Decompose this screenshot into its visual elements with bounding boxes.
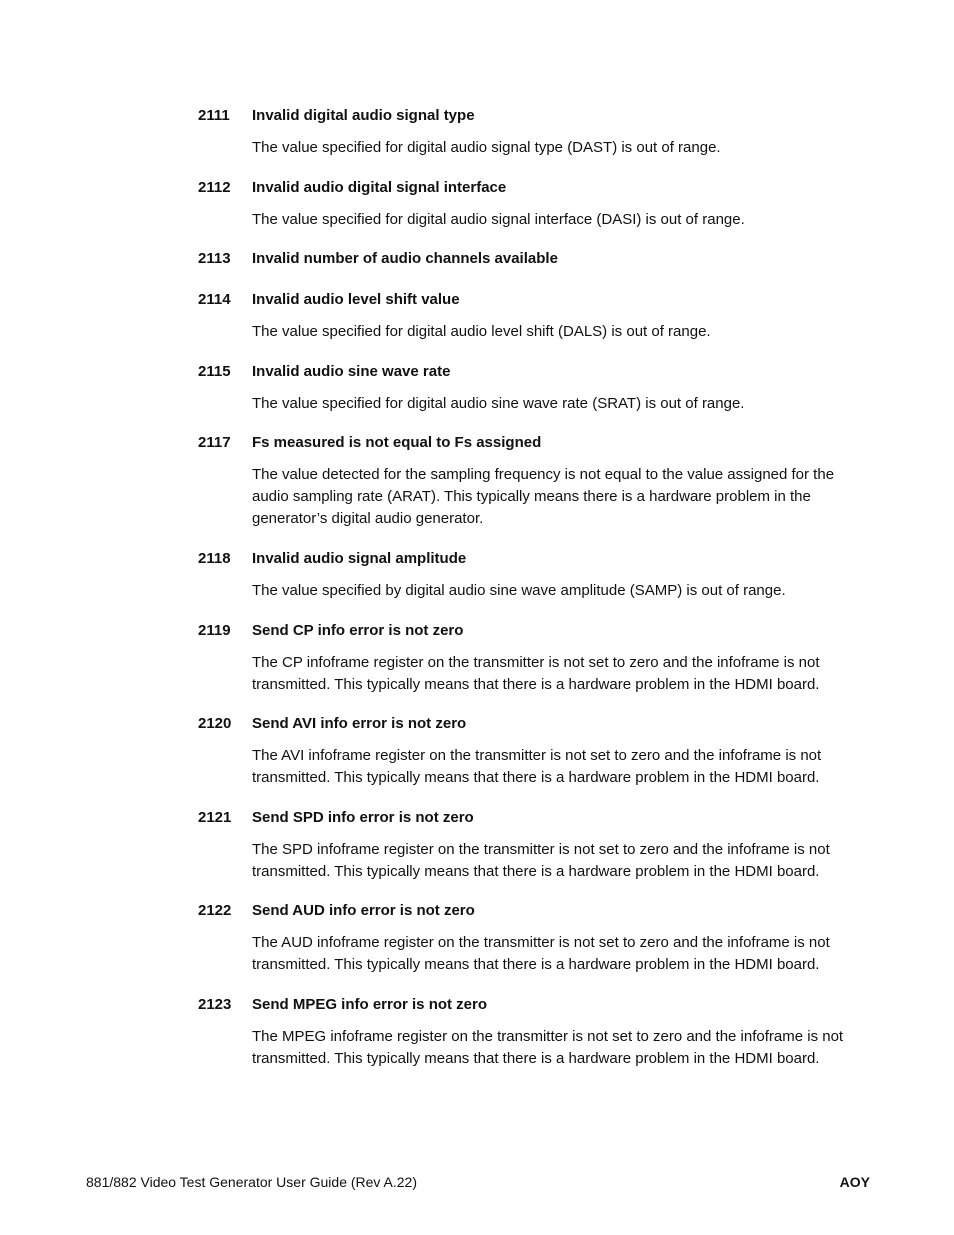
error-description: The SPD infoframe register on the transmitter is not set to zero and the infoframe is not transmitted. This typically means that there is a hardware problem in the HDMI board.: [252, 841, 830, 880]
entry-heading: [198, 178, 878, 198]
error-entry: [198, 178, 878, 228]
error-title: Invalid digital audio signal type: [252, 107, 475, 124]
entry-heading: [198, 433, 878, 453]
error-title: Invalid number of audio channels available: [252, 250, 558, 267]
error-entry: [198, 901, 878, 973]
footer-document-title: 881/882 Video Test Generator User Guide (Rev A.22): [86, 1174, 418, 1190]
entry-heading: [198, 249, 878, 269]
error-entry: [198, 621, 878, 693]
entry-heading: [198, 621, 878, 641]
error-entry: [198, 433, 878, 527]
error-code: 2112: [198, 179, 231, 196]
entry-heading: [198, 290, 878, 310]
error-title: Send MPEG info error is not zero: [252, 996, 488, 1013]
error-code: 2117: [198, 434, 231, 451]
error-description: The MPEG infoframe register on the transmitter is not set to zero and the infoframe is not transmitted. This typically means that there is a hardware problem in the HDMI board.: [252, 1028, 844, 1067]
entry-heading: [198, 362, 878, 382]
error-description: The AUD infoframe register on the transmitter is not set to zero and the infoframe is not transmitted. This typically means that there is a hardware problem in the HDMI board.: [252, 934, 830, 973]
error-description: The AVI infoframe register on the transmitter is not set to zero and the infoframe is not transmitted. This typically means that there is a hardware problem in the HDMI board.: [252, 747, 822, 786]
error-title: Invalid audio level shift value: [252, 291, 460, 308]
error-entry: [198, 106, 878, 156]
entry-heading: [198, 995, 878, 1015]
error-code: 2113: [198, 250, 231, 267]
error-entry: [198, 549, 878, 599]
entry-heading: [198, 106, 878, 126]
error-description: The value detected for the sampling frequency is not equal to the value assigned for the audio sampling rate (ARAT). This typically means there is a hardware problem in the generator’s digital audio generator.: [252, 466, 835, 527]
entry-heading: [198, 549, 878, 569]
error-entry: [198, 714, 878, 786]
error-description: The value specified for digital audio sine wave rate (SRAT) is out of range.: [252, 395, 745, 412]
entry-heading: [198, 714, 878, 734]
error-code: 2118: [198, 550, 231, 567]
error-title: Invalid audio sine wave rate: [252, 363, 451, 380]
footer-command-name: AOY: [839, 1174, 870, 1190]
error-description: The value specified by digital audio sine wave amplitude (SAMP) is out of range.: [252, 582, 786, 599]
error-code: 2120: [198, 715, 232, 732]
error-code: 2115: [198, 363, 231, 380]
error-title: Send AUD info error is not zero: [252, 902, 475, 919]
error-entry: [198, 249, 878, 269]
error-description: The CP infoframe register on the transmitter is not set to zero and the infoframe is not transmitted. This typically means that there is a hardware problem in the HDMI board.: [252, 654, 820, 693]
error-entry: [198, 290, 878, 340]
error-code: 2121: [198, 809, 232, 826]
error-title: Send CP info error is not zero: [252, 622, 464, 639]
error-description: The value specified for digital audio signal interface (DASI) is out of range.: [252, 211, 745, 228]
error-description: The value specified for digital audio level shift (DALS) is out of range.: [252, 323, 711, 340]
error-code: 2114: [198, 291, 231, 308]
error-code: 2122: [198, 902, 232, 919]
error-title: Invalid audio digital signal interface: [252, 179, 507, 196]
error-entry: [198, 362, 878, 412]
error-description: The value specified for digital audio signal type (DAST) is out of range.: [252, 139, 721, 156]
error-code: 2123: [198, 996, 232, 1013]
error-code: 2111: [198, 107, 230, 124]
error-entry: [198, 808, 878, 880]
error-title: Fs measured is not equal to Fs assigned: [252, 434, 542, 451]
entry-heading: [198, 901, 878, 921]
error-title: Send AVI info error is not zero: [252, 715, 467, 732]
error-entry: [198, 995, 878, 1067]
error-title: Send SPD info error is not zero: [252, 809, 474, 826]
entry-heading: [198, 808, 878, 828]
error-title: Invalid audio signal amplitude: [252, 550, 467, 567]
error-code: 2119: [198, 622, 231, 639]
